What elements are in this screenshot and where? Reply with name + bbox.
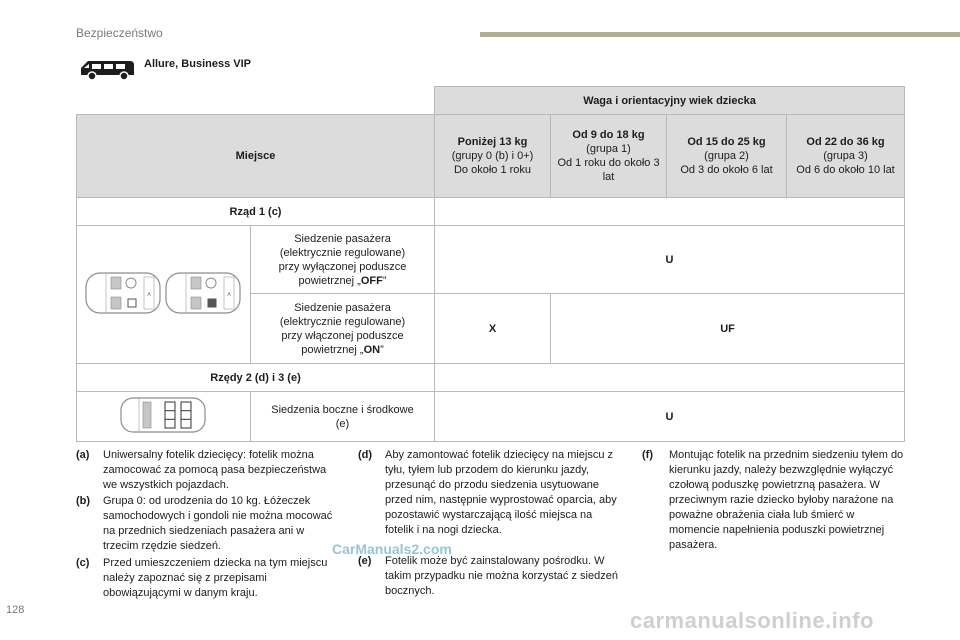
page-number: 128 xyxy=(6,604,25,616)
seat-airbag-on-label: Siedzenie pasażera (elektrycznie regulowane) przy włączonej poduszce powietrznej „ON” xyxy=(251,294,435,364)
note-e: (e) Fotelik może być zainstalowany pośrodku. W takim przypadku nie można korzystać z siedzeń bocznych. xyxy=(358,555,618,597)
row-2-3-label: Rzędy 2 (d) i 3 (e) xyxy=(77,364,435,392)
note-b: (b) Grupa 0: od urodzenia do 10 kg. Łóżeczek samochodowych i gondoli nie można mocować na przednich siedzeniach pasażera ani w trzecim rzędzie siedzeń. xyxy=(76,495,333,552)
model-list: Allure, Business VIP xyxy=(144,58,251,70)
airbag-off-status: OFF xyxy=(360,274,383,287)
front-seat-car-diagram xyxy=(84,269,244,317)
airbag-on-value-group-0: X xyxy=(435,294,551,364)
child-seat-table xyxy=(76,86,905,442)
svg-text:A: A xyxy=(146,291,151,298)
watermark: CarManuals2.com xyxy=(332,541,452,557)
group-3-header: Od 22 do 36 kg (grupa 3) Od 6 do około 10 lat xyxy=(787,115,905,198)
rear-seat-diagram xyxy=(77,392,251,442)
note-d: (d) Aby zamontować fotelik dziecięcy na miejscu z tyłu, tyłem lub przodem do kierunku jazdy, przesunąć do przodu siedzenia usytuowane przed nim, następnie wyprostować oparcia, aby pozostawić wystarczającą ilość miejsca na fotelik i na nogi dziecka. xyxy=(358,449,617,536)
airbag-on-status: ON xyxy=(363,343,381,356)
header-bar xyxy=(480,32,960,37)
car-airbag-off-icon xyxy=(86,273,160,313)
svg-text:A: A xyxy=(226,291,231,298)
van-icon xyxy=(78,56,136,82)
note-f: (f) Montując fotelik na przednim siedzeniu tyłem do kierunku jazdy, należy bezwzględnie wyłączyć czołową poduszkę powietrzną pasażera. W przeciwnym razie dziecko byłoby narażone na poważne obrażenia ciała lub śmierć w momencie napełnienia poduszki powietrznej pasażera. xyxy=(642,449,904,551)
group-2-header: Od 15 do 25 kg (grupa 2) Od 3 do około 6 lat xyxy=(667,115,787,198)
section-title: Bezpieczeństwo xyxy=(76,26,163,40)
group-0-header: Poniżej 13 kg (grupy 0 (b) i 0+) Do około 1 roku xyxy=(435,115,551,198)
rear-seat-value: U xyxy=(435,392,905,442)
rear-seat-label: Siedzenia boczne i środkowe (e) xyxy=(251,392,435,442)
row-1-label: Rząd 1 (c) xyxy=(77,198,435,226)
car-airbag-on-icon xyxy=(166,273,240,313)
airbag-off-value: U xyxy=(435,226,905,294)
seat-airbag-off-label: Siedzenie pasażera (elektrycznie regulowane) przy wyłączonej poduszce powietrznej „OFF” xyxy=(251,226,435,294)
group-1-header: Od 9 do 18 kg (grupa 1) Od 1 roku do około 3 lat xyxy=(551,115,667,198)
note-c: (c) Przed umieszczeniem dziecka na tym miejscu należy zapoznać się z przepisami obowiązującymi w danym kraju. xyxy=(76,557,328,599)
front-seat-diagram xyxy=(77,226,251,364)
site-watermark: carmanualsonline.info xyxy=(630,608,874,633)
rear-seats-car-icon xyxy=(119,396,209,434)
weight-age-header: Waga i orientacyjny wiek dziecka xyxy=(435,87,905,115)
seat-header: Miejsce xyxy=(77,115,435,198)
note-a: (a) Uniwersalny fotelik dziecięcy: fotelik można zamocować za pomocą pasa bezpieczeństwa we wszystkich pojazdach. xyxy=(76,449,327,491)
airbag-on-value-groups-1-3: UF xyxy=(551,294,905,364)
